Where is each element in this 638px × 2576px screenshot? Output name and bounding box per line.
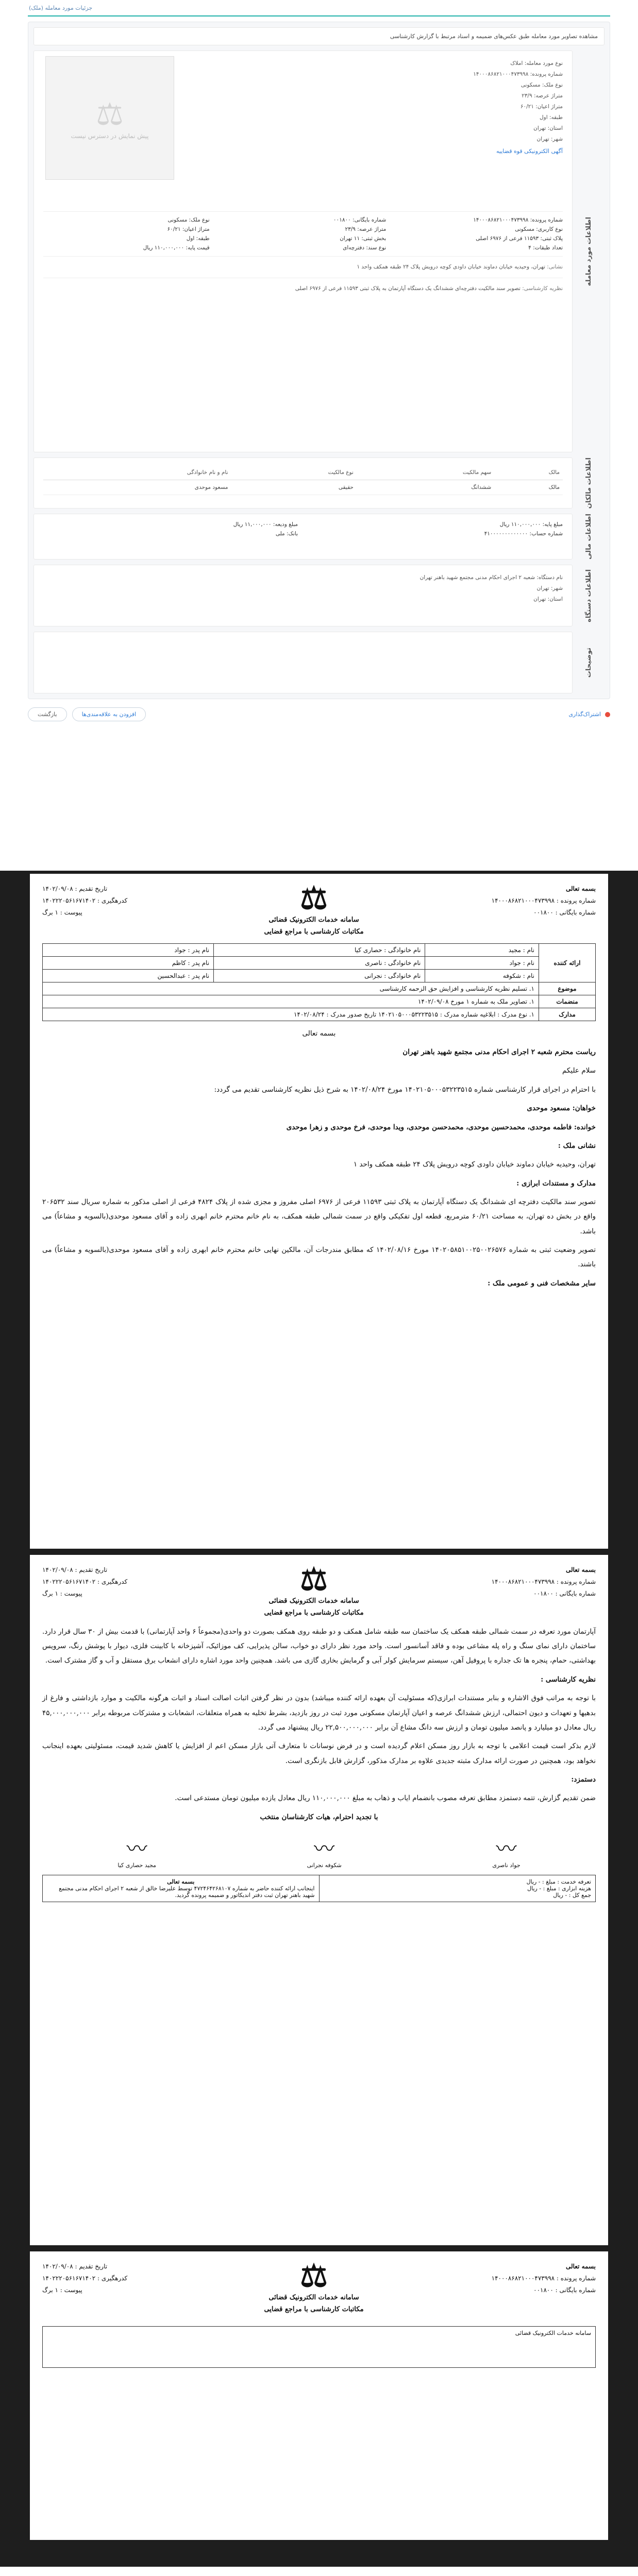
back-button[interactable]: بازگشت [28, 707, 67, 721]
detail-item: شماره پرونده: ۱۴۰۰۰۸۶۸۲۱۰۰۰۴۷۳۹۹۸ [473, 71, 563, 77]
owners-cell: مالک [494, 480, 563, 495]
owners-cell: مسعود موحدی [43, 480, 231, 495]
detail-item: نوع ملک: مسکونی [521, 82, 563, 88]
signer-name: مجید حصاری کیا [117, 1861, 156, 1869]
doc-page-1 [30, 874, 608, 1549]
grid-item: متراژ عرصه: ۲۳/۹ [345, 226, 387, 232]
grid-item: نوع کاربری: مسکونی [515, 226, 563, 232]
owners-cell: ششدانگ [357, 480, 494, 495]
presenter-cell: نام : جواد [425, 956, 539, 969]
doc-header [42, 880, 596, 938]
evidence-value: ۱. نوع مدرک : ابلاغیه شماره مدرک : ۱۴۰۲۱۰۵۰۰۰۵۳۲۲۳۵۱۵ تاریخ صدور مدرک : ۱۴۰۲/۰۸/۲۴ [43, 1008, 539, 1021]
document-viewer [0, 871, 638, 2567]
financial-section-title: اطلاعات مالی [584, 514, 593, 560]
owners-col-header: نوع مالکیت [231, 465, 357, 480]
presenter-row [43, 943, 596, 956]
doc-org-subtitle: مکاتبات کارشناسی با مراجع قضایی [264, 928, 364, 936]
owners-col-header: مالک [494, 465, 563, 480]
property-body [33, 50, 573, 452]
grid-item: شماره پرونده: ۱۴۰۰۰۸۶۸۲۱۰۰۰۴۷۳۹۹۸ [473, 217, 563, 223]
doc-tracking: کدرهگیری : ۱۴۰۲۲۲۰۵۶۱۶۷۱۴۰۲ [42, 896, 128, 904]
signature-mark-icon: 〰 [496, 1837, 517, 1861]
financial-item: مبلغ پایه: ۱۱۰,۰۰۰,۰۰۰ ریال [499, 521, 563, 528]
detail-item: شهر: تهران [536, 136, 563, 142]
signature-mark-icon: 〰 [126, 1837, 147, 1861]
detail-card [28, 22, 610, 699]
doc-header-3: بسمه تعالی شماره پرونده : ۱۴۰۰۰۸۶۸۲۱۰۰۰۴۷۳۹۹۸ شماره بایگانی : ۰۰۱۸۰۰ ⚖ سامانه خدمات الکترونیک قضائی مکاتبات کارشناسی با مراجع قضایی تاریخ تقدیم : ۱۴۰۲/۰۹/۰۸ کدرهگیری : ۱۴۰۲۲۲۰۵۶۱۶۷۱۴۰۲ پیوست : ۱ برگ [42, 2258, 596, 2314]
device-body [33, 565, 573, 626]
subject-label: موضوع [539, 982, 596, 995]
signature-block [492, 1833, 520, 1869]
desc-section-title: توضیحات [584, 648, 593, 678]
owners-section-title: اطلاعات مالکان [584, 457, 593, 509]
doc-archive-number: شماره بایگانی : ۰۰۱۸۰۰ [533, 908, 596, 916]
evidence-label: مدارک [539, 1008, 596, 1021]
letter-body-1: بسمه تعالی ریاست محترم شعبه ۲ اجرای احکام مدنی مجتمع شهید باهنر تهران سلام علیکم با احترام در اجرای قرار کارشناسی شماره ۱۴۰۲۱۰۵۰۰۰۵۳۲۲۳۵۱۵ مورخ ۱۴۰۲/۰۸/۲۴ به شرح ذیل نظریه کارشناسی تقدیم می گردد: خواهان: مسعود موحدی خوانده: فاطمه موحدی، محمدحسین موحدی، محمدحسن موحدی، ویدا موحدی، فرخ موحدی و زهرا موحدی نشانی ملک : تهران، وحیدیه خیابان دماوند خیابان داودی کوچه درویش پلاک ۲۴ طبقه همکف واحد ۱ مدارک و مستندات ابرازی : تصویر سند مالکیت دفترچه ای ششدانگ یک دستگاه آپارتمان به پلاک ثبتی ۱۱۵۹۳ فرعی از ۶۹۷۶ اصلی مفروز و مجزی شده از پلاک ۴۸۲۴ فرعی از اصلی مذکور به شماره سریال سند ۲۰۶۵۳۲ واقع در بخش ده تهران، به مساحت ۶۰/۲۱ مترمربع، قطعه اول تفکیکی واقع در سمت شمالی طبقه همکف، به نام خانم محترم خانم ابهری زاده و آقای مسعود موحدی(بالسویه و مشاعاً) می باشد. تصویر وضعیت ثبتی به شماره ۱۴۰۲۰۵۸۵۱۰۰۲۵۰۰۲۶۵۷۶ مورخ ۱۴۰۲/۰۸/۱۶ که مطابق مندرجات آن، مالکین نهایی خانم محترم خانم ابهری زاده و آقای مسعود موحدی(بالسویه و مشاعاً) می باشند. سایر مشخصات فنی و عمومی ملک : [42, 1029, 596, 1287]
signature-mark-icon: 〰 [314, 1837, 335, 1861]
financial-item: بانک: ملی [275, 531, 298, 537]
plaintiff: خواهان: مسعود موحدی [527, 1104, 596, 1113]
grid-item: تعداد طبقات: ۴ [528, 245, 563, 251]
subject-value: ۱. تسلیم نظریه کارشناسی و افزایش حق الزحمه کارشناسی [43, 982, 539, 995]
property-grid [43, 217, 563, 251]
notice-bar: مشاهده تصاویر مورد معامله طبق عکس‌های ضمیمه و اسناد مرتبط با گزارش کارشناسی [33, 27, 605, 45]
justice-scale-icon: ⚖ [300, 2258, 328, 2294]
presenter-cell: نام خانوادگی : ناصری [214, 956, 425, 969]
justice-scale-icon: ⚖ [300, 880, 328, 917]
grid-item: قیمت پایه: ۱۱۰,۰۰۰,۰۰۰ ریال [143, 245, 210, 251]
financial-item: شماره حساب: ۴۱۰۰۰۰۰۰۰۰۰۰۰۰۰ [484, 531, 563, 537]
doc-page-2 [30, 1555, 608, 2245]
favorite-button[interactable]: افزودن به علاقه‌مندی‌ها [72, 707, 146, 721]
header-rule [28, 15, 610, 16]
alert-dot-icon [605, 712, 610, 717]
owners-col-header: نام و نام خانوادگی [43, 465, 231, 480]
signatures [42, 1833, 596, 1869]
detail-item: نوع مورد معامله: املاک [510, 60, 563, 66]
doc-case-number: شماره پرونده : ۱۴۰۰۰۸۶۸۲۱۰۰۰۴۷۳۹۹۸ [491, 896, 596, 904]
desc-section [33, 632, 605, 693]
presenter-cell: نام : شکوفه [425, 969, 539, 982]
docs-link[interactable]: آگهی الکترونیکی قوه قضاییه [496, 148, 563, 155]
detail-item: طبقه: اول [540, 114, 563, 121]
device-item: استان: تهران [533, 596, 563, 603]
share-label: اشتراک‌گذاری [568, 711, 601, 718]
top-bar [0, 0, 638, 15]
presenter-cell: نام پدر : کاظم [43, 956, 214, 969]
grid-item: نوع سند: دفترچه‌ای [343, 245, 387, 251]
signature-block [117, 1833, 156, 1869]
device-list [43, 572, 563, 605]
presenter-cell: نام پدر : جواد [43, 943, 214, 956]
property-address: نشانی: تهران، وحیدیه خیابان دماوند خیابان داودی کوچه درویش پلاک ۲۴ طبقه همکف واحد ۱ [357, 264, 563, 270]
property-section [33, 50, 605, 452]
signature-block [307, 1833, 342, 1869]
grid-item: بخش ثبتی: ۱۱ تهران [340, 235, 387, 242]
doc-header-2: بسمه تعالی شماره پرونده : ۱۴۰۰۰۸۶۸۲۱۰۰۰۴۷۳۹۹۸ شماره بایگانی : ۰۰۱۸۰۰ ⚖ سامانه خدمات الکترونیک قضائی مکاتبات کارشناسی با مراجع قضایی تاریخ تقدیم : ۱۴۰۲/۰۹/۰۸ کدرهگیری : ۱۴۰۲۲۲۰۵۶۱۶۷۱۴۰۲ پیوست : ۱ برگ [42, 1562, 596, 1617]
grid-item: پلاک ثبتی: ۱۱۵۹۳ فرعی از ۶۹۷۶ اصلی [476, 235, 563, 242]
device-section-title: اطلاعات دستگاه [584, 569, 593, 622]
grid-item: طبقه: اول [186, 235, 210, 242]
signer-name: جواد ناصری [492, 1861, 521, 1869]
property-section-title: اطلاعات مورد معامله [584, 216, 593, 286]
financial-section [33, 514, 605, 560]
presenter-row [43, 969, 596, 982]
grid-item: شماره بایگانی: ۰۰۱۸۰۰ [333, 217, 387, 223]
presenter-cell: نام پدر : عبدالحسین [43, 969, 214, 982]
letter-body-2: آپارتمان مورد تعرفه در سمت شمالی طبقه همکف یک ساختمان سه طبقه شامل همکف و دو طبقه روی همکف بصورت دو واحدی(مجموعاً ۶ واحد آپارتمانی) با قدمت بیش از ۳۰ سال قرار دارد. ساختمان دارای نمای سنگ و راه پله مشاعی بوده و فاقد آسانسور است. واحد مورد نظر دارای دو خواب، سالن پذیرایی، کف موزائیک، آشپزخانه با کابینت فلزی، دیوار با پوشش رنگ، سرویس بهداشتی، حمام، پنجره ها تک جداره با پروفیل آهن، سیستم سرمایش کولر آبی و گرمایش بخاری گازی می باشد. همچنین واحد مورد اشاره دارای انشعاب برق مستقل و آب و گاز مشترک است. نظریه کارشناسی : با توجه به مراتب فوق الاشاره و بنابر مستندات ابرازی(که مسئولیت آن بعهده ارائه کننده میباشد) بدون در نظر گرفتن اثبات اصالت اسناد و اثبات هرگونه مالکیت و موارد بازداشتی و فارغ از بدهیها و تعهدات و دیون احتمالی، ارزش ششدانگ عرصه و اعیان آپارتمان مسکونی مورد ثبت در روز بازدید، بشرط تخلیه به همراه متعلقات، انشعابات و مشترکات مربوطه برابر ۴۵,۰۰۰,۰۰۰,۰۰۰ ریال معادل دو میلیارد و پانصد میلیون تومان و ارزش سه دانگ مشاع آن برابر ۲۲,۵۰۰,۰۰۰,۰۰۰ ریال پیشنهاد می گردد. لازم بذکر است قیمت اعلامی با توجه به بازار روز مسکن اعلام گردیده است و در فرض نوسانات نا متعارف آتی بازار مسکن اعم از افزایش یا کاهش شدید قیمت، مسئولیتی بعهده اینجانب نخواهد بود، همچنین در صورت ارائه مدارک مثبته جدیدی علاوه بر مدارک مذکور، گزارش قابل بازنگری است. دستمزد: ضمن تقدیم گزارش، تتمه دستمزد مطابق تعرفه مصوب بانضمام ایاب و ذهاب به مبلغ ۱۱۰,۰۰۰,۰۰۰ ریال معادل یازده میلیون تومان مستدعی است. با تجدید احترام، هیات کارشناسان منتخب [42, 1624, 596, 1824]
thumbnail-caption: پیش نمایش در دسترس نیست [71, 132, 149, 140]
detail-item: متراژ عرصه: ۲۳/۹ [522, 93, 563, 99]
detail-item: متراژ اعیان: ۶۰/۲۱ [520, 104, 563, 110]
grid-item: نوع ملک: مسکونی [167, 217, 210, 223]
letter-address: تهران، وحیدیه خیابان دماوند خیابان داودی کوچه درویش پلاک ۲۴ طبقه همکف واحد ۱ [353, 1160, 596, 1169]
letter-addressee: ریاست محترم شعبه ۲ اجرای احکام مدنی مجتمع شهید باهنر تهران [402, 1048, 596, 1057]
grid-item: متراژ اعیان: ۶۰/۲۱ [167, 226, 210, 232]
defendants: خوانده: فاطمه موحدی، محمدحسین موحدی، محمدحسن موحدی، ویدا موحدی، فرخ موحدی و زهرا موحدی [286, 1123, 596, 1131]
presenter-label: ارائه کننده [539, 943, 596, 982]
property-thumbnail [45, 56, 174, 180]
valuation-paragraph: با توجه به مراتب فوق الاشاره و بنابر مستندات ابرازی(که مسئولیت آن بعهده ارائه کننده میباشد) بدون در نظر گرفتن اثبات اصالت اسناد و اثبات هرگونه مالکیت و موارد بازداشتی و فارغ از بدهیها و تعهدات و دیون احتمالی، ارزش ششدانگ عرصه و اعیان آپارتمان مسکونی مورد ثبت در روز بازدید، بشرط تخلیه به همراه متعلقات، انشعابات و مشترکات مربوطه برابر ۴۵,۰۰۰,۰۰۰,۰۰۰ ریال معادل دو میلیارد و پانصد میلیون تومان و ارزش سه دانگ مشاع آن برابر ۲۲,۵۰۰,۰۰۰,۰۰۰ ریال پیشنهاد می گردد. [42, 1694, 596, 1732]
doc-attach: پیوست : ۱ برگ [42, 908, 82, 916]
share-action[interactable] [568, 711, 610, 718]
device-item: نام دستگاه: شعبه ۲ اجرای احکام مدنی مجتمع شهید باهنر تهران [419, 574, 563, 581]
presenter-row [43, 956, 596, 969]
footer-actions [28, 707, 610, 721]
financial-body [33, 514, 573, 560]
detail-item: استان: تهران [533, 125, 563, 131]
property-opinion: نظریه کارشناسی: تصویر سند مالکیت دفترچه‌ای ششدانگ یک دستگاه آپارتمان به پلاک ثبتی ۱۱۵۹۳ فرعی از ۶۹۷۶ اصلی [295, 285, 563, 292]
device-item: شهر: تهران [536, 585, 563, 592]
portal-view [0, 0, 638, 871]
doc-bismillah: بسمه تعالی [565, 885, 596, 892]
owners-table [43, 465, 563, 495]
image-placeholder-icon: ⚖ [96, 96, 124, 132]
closing-line: با تجدید احترام، هیات کارشناسان منتخب [260, 1812, 378, 1821]
presenter-cell: نام خانوادگی : نجرانی [214, 969, 425, 982]
presenter-cell: نام خانوادگی : حصاری کیا [214, 943, 425, 956]
owners-cell: حقیقی [231, 480, 357, 495]
attachments-value: ۱. تصاویر ملک به شماره ۱ مورخ ۱۴۰۲/۰۹/۰۸ [43, 995, 539, 1008]
presenter-table [42, 943, 596, 1021]
owners-body [33, 457, 573, 509]
device-section [33, 565, 605, 626]
attachments-label: منضمات [539, 995, 596, 1008]
desc-body [33, 632, 573, 693]
financial-grid [43, 521, 563, 537]
owners-col-header: سهم مالکیت [357, 465, 494, 480]
fee-table: تعرفه خدمت : مبلغ : - ریال هزینه ابزاری : مبلغ : - ریال جمع کل : - ریال بسمه تعالی اینجانب ارائه کننده حاضر به شماره ۴۷۲۴۶۴۲۶۸۱۰۷ توسط علیرضا خالق از شعبه ۲ اجرای احکام مدنی مجتمع شهید باهنر تهران ثبت دفتر اندیکاتور و ضمیمه پرونده گردید. [42, 1875, 596, 1902]
doc-date: تاریخ تقدیم : ۱۴۰۲/۰۹/۰۸ [42, 885, 108, 892]
doc-org-name: سامانه خدمات الکترونیک قضائی [268, 916, 359, 924]
breadcrumb[interactable]: جزئیات مورد معامله (ملک) [29, 4, 93, 11]
justice-scale-icon: ⚖ [300, 1562, 328, 1598]
financial-item: مبلغ ودیعه: ۱۱,۰۰۰,۰۰۰ ریال [233, 521, 298, 528]
doc-page-3: بسمه تعالی شماره پرونده : ۱۴۰۰۰۸۶۸۲۱۰۰۰۴۷۳۹۹۸ شماره بایگانی : ۰۰۱۸۰۰ ⚖ سامانه خدمات الکترونیک قضائی مکاتبات کارشناسی با مراجع قضایی تاریخ تقدیم : ۱۴۰۲/۰۹/۰۸ کدرهگیری : ۱۴۰۲۲۲۰۵۶۱۶۷۱۴۰۲ پیوست : ۱ برگ سامانه خدمات الکترونیک قضائی [30, 2251, 608, 2540]
presenter-cell: نام : مجید [425, 943, 539, 956]
signer-name: شکوفه نجرانی [307, 1861, 342, 1869]
table-row [43, 480, 563, 495]
owners-section [33, 457, 605, 509]
